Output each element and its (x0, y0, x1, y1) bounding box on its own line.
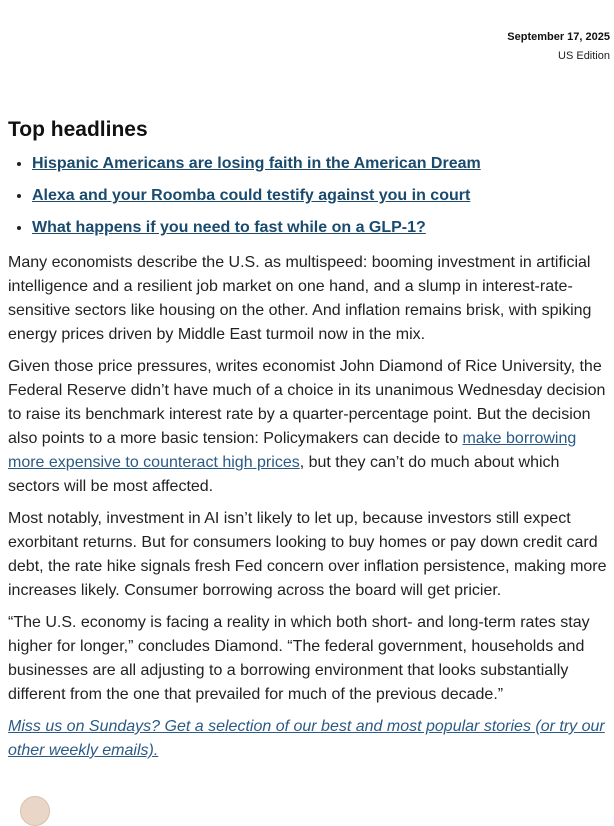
masthead (0, 30, 610, 63)
headline-item (32, 217, 614, 239)
newsletter-content (8, 117, 614, 763)
sunday-promo (8, 715, 614, 763)
edition-label: US Edition (558, 50, 610, 62)
sunday-promo-link[interactable]: Miss us on Sundays? Get a selection of our best and most popular stories (or try our other weekly emails). (8, 718, 605, 759)
top-headlines-title: Top headlines (8, 118, 148, 141)
headline-link-alexa-roomba[interactable]: Alexa and your Roomba could testify against you in court (32, 187, 471, 204)
author-avatar (20, 796, 50, 826)
top-headlines-list (8, 153, 614, 239)
borrowing-cost-link[interactable]: make borrowing more expensive to counteract high prices (8, 430, 577, 471)
paragraph-2-text-after: , but they can’t do much about which sectors will be most affected. (8, 454, 560, 495)
issue-date: September 17, 2025 (507, 31, 610, 43)
article-paragraph-3: Most notably, investment in AI isn’t likely to let up, because investors still expect exorbitant returns. But for consumers looking to buy homes or pay down credit card debt, the rate hike signals fresh Fed concern over inflation persistence, making more increases likely. Consumer borrowing across the board will get pricier. (8, 510, 607, 599)
article-paragraph-2 (8, 355, 614, 499)
article-paragraph-4: “The U.S. economy is facing a reality in which both short- and long-term rates stay higher for longer,” concludes Diamond. “The federal government, households and businesses are all adjusting to a borrowing environment that looks substantially different from the one that prevailed for much of the previous decade.” (8, 614, 590, 703)
article-paragraph-1: Many economists describe the U.S. as multispeed: booming investment in artificial intelligence and a resilient job market on one hand, and a slump in interest-rate-sensitive sectors like housing on the other. And inflation remains brisk, with spiking energy prices driven by Middle East turmoil now in the mix. (8, 254, 592, 343)
paragraph-2-text-before: Given those price pressures, writes economist John Diamond of Rice University, the Federal Reserve didn’t have much of a choice in its unanimous Wednesday decision to raise its benchmark interest rate by a quarter-percentage point. But the decision also points to a more basic tension: Policymakers can decide to (8, 358, 606, 447)
headline-link-glp1-fasting[interactable]: What happens if you need to fast while on a GLP-1? (32, 219, 426, 236)
headline-link-hispanic-americans[interactable]: Hispanic Americans are losing faith in the American Dream (32, 155, 481, 172)
headline-item (32, 185, 614, 207)
headline-item (32, 153, 614, 175)
